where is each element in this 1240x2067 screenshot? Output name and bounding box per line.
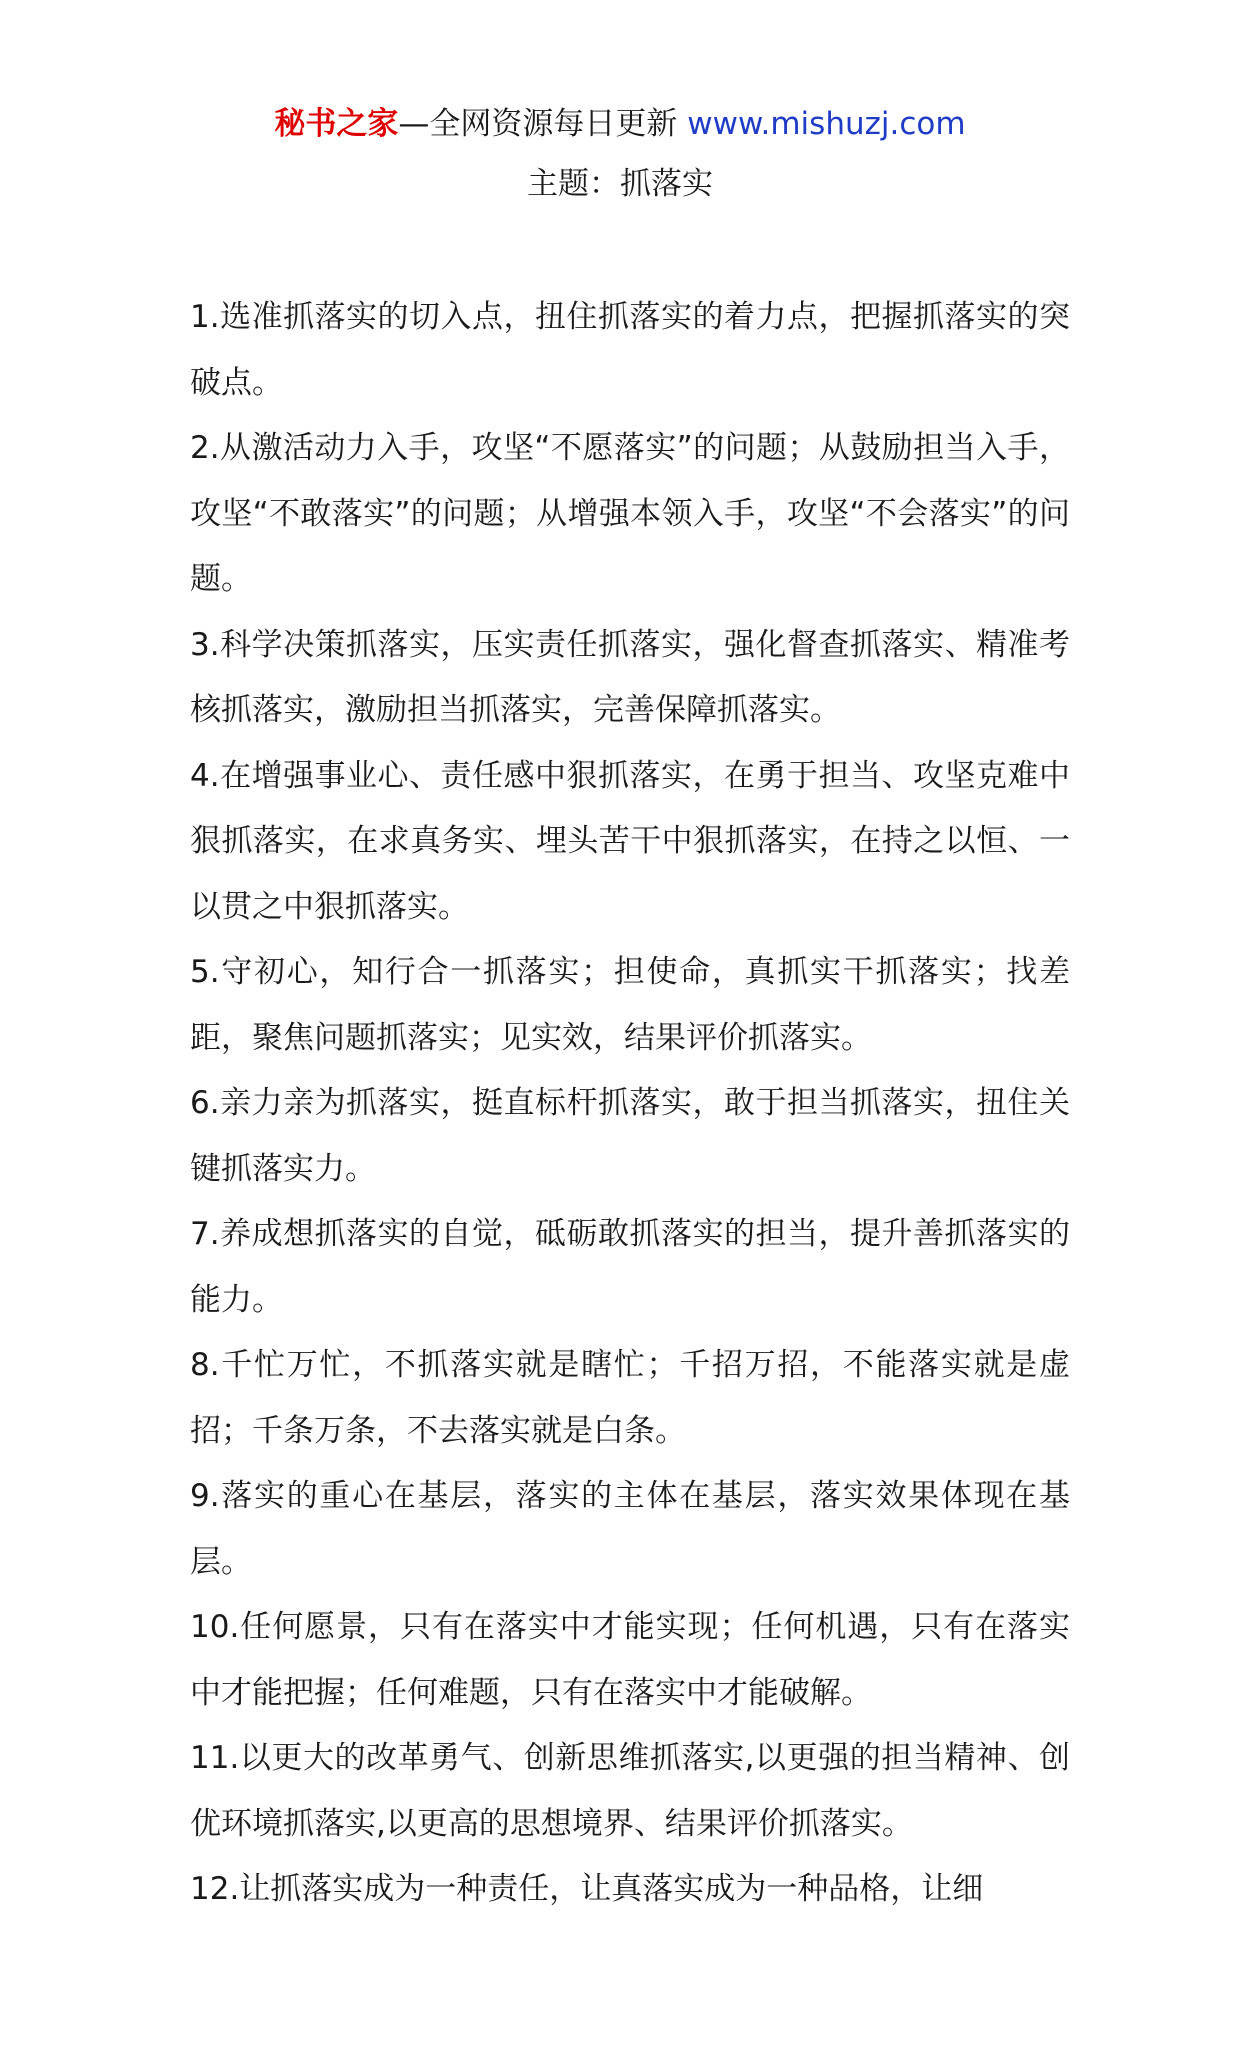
paragraph: 11.以更大的改革勇气、创新思维抓落实,以更强的担当精神、创优环境抓落实,以更高的思想境界、结果评价抓落实。 <box>190 1740 1070 1842</box>
site-tagline: —全网资源每日更新 <box>398 106 688 142</box>
paragraph: 9.落实的重心在基层，落实的主体在基层，落实效果体现在基层。 <box>190 1478 1070 1580</box>
paragraph: 12.让抓落实成为一种责任，让真落实成为一种品格，让细 <box>190 1871 984 1907</box>
paragraph: 4.在增强事业心、责任感中狠抓落实，在勇于担当、攻坚克难中狠抓落实，在求真务实、埋头苦干中狠抓落实，在持之以恒、一以贯之中狠抓落实。 <box>190 757 1070 925</box>
paragraph: 1.选准抓落实的切入点，扭住抓落实的着力点，把握抓落实的突破点。 <box>190 299 1070 401</box>
paragraph: 5.守初心，知行合一抓落实；担使命，真抓实干抓落实；找差距，聚焦问题抓落实；见实效，结果评价抓落实。 <box>190 954 1070 1056</box>
paragraph: 2.从激活动力入手，攻坚“不愿落实”的问题；从鼓励担当入手，攻坚“不敢落实”的问题；从增强本领入手，攻坚“不会落实”的问题。 <box>190 430 1070 597</box>
site-url-link[interactable]: www.mishuzj.com <box>687 106 966 142</box>
brand-name: 秘书之家 <box>274 106 399 142</box>
paragraph: 7.养成想抓落实的自觉，砥砺敢抓落实的担当，提升善抓落实的能力。 <box>190 1216 1070 1318</box>
paragraph: 8.千忙万忙，不抓落实就是瞎忙；千招万招，不能落实就是虚招；千条万条，不去落实就是白条。 <box>190 1347 1070 1449</box>
paragraph: 6.亲力亲为抓落实，挺直标杆抓落实，敢于担当抓落实，扭住关键抓落实力。 <box>190 1085 1070 1187</box>
paragraph: 10.任何愿景，只有在落实中才能实现；任何机遇，只有在落实中才能把握；任何难题，只有在落实中才能破解。 <box>190 1609 1070 1711</box>
document-body <box>190 285 1070 1923</box>
site-header <box>0 100 1240 148</box>
paragraph: 3.科学决策抓落实，压实责任抓落实，强化督查抓落实、精准考核抓落实，激励担当抓落实，完善保障抓落实。 <box>190 626 1070 728</box>
document-title: 主题：抓落实 <box>527 166 713 202</box>
